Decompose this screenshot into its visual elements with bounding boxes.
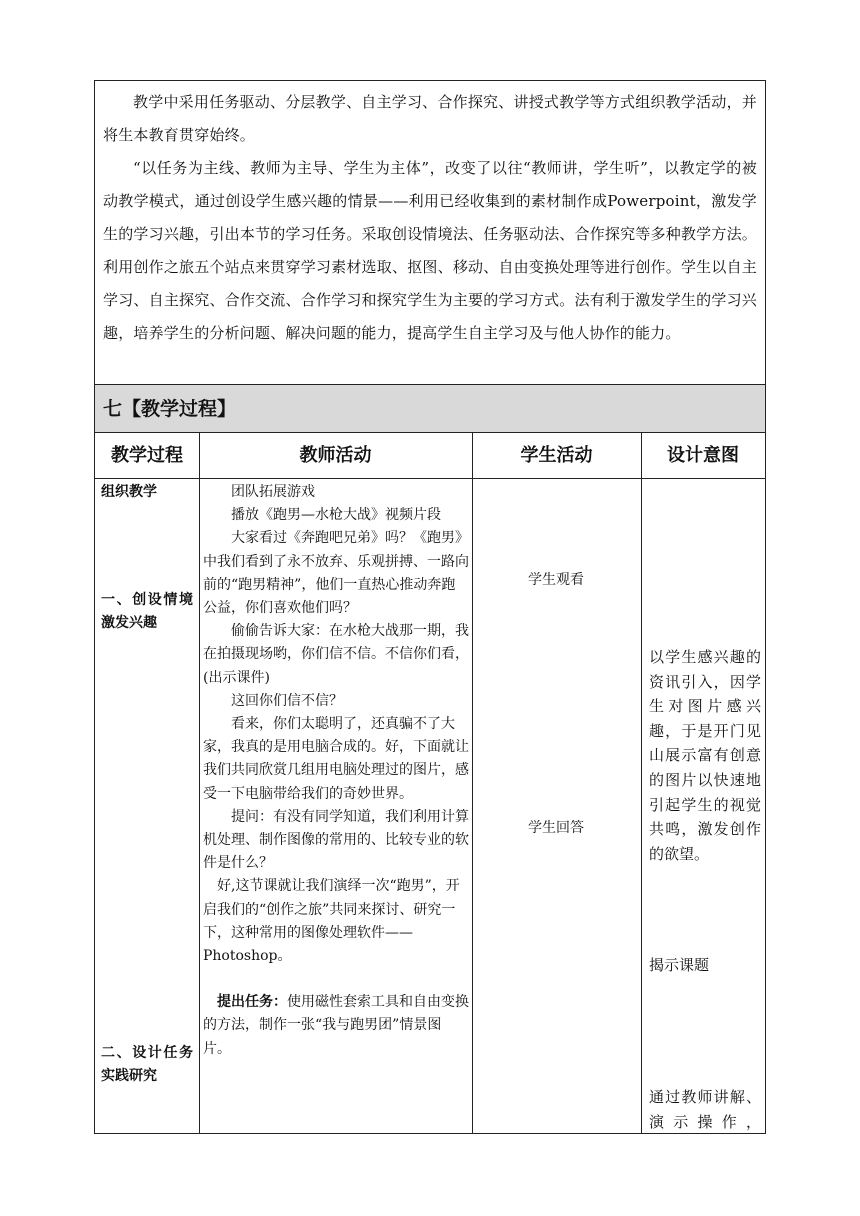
teacher-line: 大家看过《奔跑吧兄弟》吗？《跑男》中我们看到了永不放弃、乐观拼搏、一路向前的“跑男精神”，他们一直热心推动奔跑公益，你们喜欢他们吗？ <box>203 530 469 617</box>
header-teacher-activity: 教师活动 <box>199 433 472 479</box>
header-process: 教学过程 <box>95 433 199 479</box>
header-design-intent: 设计意图 <box>641 433 765 479</box>
column-divider <box>199 433 200 1133</box>
task-statement <box>203 991 469 1061</box>
teaching-method-section <box>95 81 765 385</box>
teacher-line: 好,这节课就让我们演绎一次“跑男”，开启我们的“创作之旅”共同来探讨、研究一下，这种常用的图像处理软件——Photoshop。 <box>203 878 460 965</box>
column-divider <box>472 433 473 1133</box>
student-activity-watch: 学生观看 <box>528 572 584 588</box>
section-title: 七【教学过程】 <box>95 385 765 433</box>
header-student-activity: 学生活动 <box>472 433 641 479</box>
stage-organize: 组织教学 <box>101 484 157 500</box>
intro-paragraph-1: 教学中采用任务驱动、分层教学、自主学习、合作探究、讲授式教学等方式组织教学活动，并将生本教育贯穿始终。 <box>103 93 757 144</box>
student-activity-answer: 学生回答 <box>528 820 584 836</box>
design-intent-2: 揭示课题 <box>649 956 710 974</box>
design-intent-1: 以学生感兴趣的资讯引入，因学生对图片感兴趣，于是开门见山展示富有创意的图片以快速地引起学生的视觉共鸣，激发创作的欲望。 <box>649 648 761 863</box>
teacher-line: 偷偷告诉大家：在水枪大战那一期，我在拍摄现场哟，你们信不信。不信你们看，(出示课件) <box>203 623 469 686</box>
teacher-line: 这回你们信不信？ <box>231 692 343 709</box>
column-divider <box>641 433 642 1133</box>
design-intent-3: 通过教师讲解、演示操作， <box>649 1088 761 1131</box>
teacher-activity-column <box>203 481 469 1061</box>
teacher-line: 看来，你们太聪明了，还真骗不了大家，我真的是用电脑合成的。好，下面就让我们共同欣赏几组用电脑处理过的图片，感受一下电脑带给我们的奇妙世界。 <box>203 716 469 802</box>
stage-create-situation: 一、创设情境 激发兴趣 <box>101 592 193 632</box>
teacher-line: 团队拓展游戏 <box>231 484 315 500</box>
stage-design-task: 二、设计任务 实践研究 <box>101 1045 193 1085</box>
teacher-line: 提问：有没有同学知道，我们利用计算机处理、制作图像的常用的、比较专业的软件是什么？ <box>203 808 469 872</box>
teacher-line: 播放《跑男—水枪大战》视频片段 <box>231 507 441 524</box>
intro-paragraph-2: “以任务为主线、教师为主导、学生为主体”，改变了以往“教师讲，学生听”，以教定学的被动教学模式，通过创设学生感兴趣的情景——利用已经收集到的素材制作成Powerpoint，激发学生的学习兴趣，引出本节的学习任务。采取创设情境法、任务驱动法、合作探究等多种教学方法。利用创作之旅五个站点来贯穿学习素材选取、抠图、移动、自由变换处理等进行创作。学生以自主学习、自主探究、合作交流、合作学习和探究学生为主要的学习方式。法有利于激发学生的学习兴趣，培养学生的分析问题、解决问题的能力，提高学生自主学习及与他人协作的能力。 <box>103 159 757 342</box>
task-label: 提出任务： <box>217 994 287 1011</box>
lesson-plan-table <box>94 80 766 1134</box>
task-text: 使用磁性套索工具和自由变换的方法，制作一张“我与跑男团”情景图片。 <box>203 994 469 1057</box>
